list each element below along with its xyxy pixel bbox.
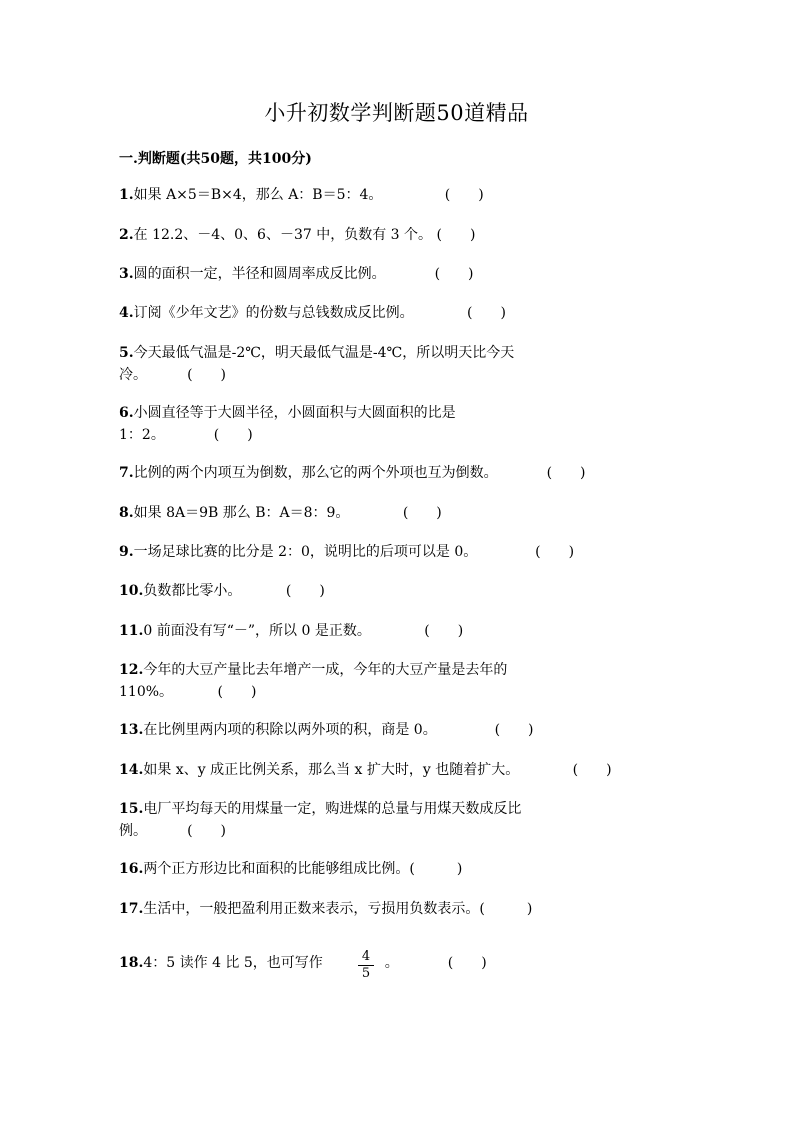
answer-blank[interactable]: ( )	[467, 305, 506, 321]
answer-blank[interactable]: ( )	[187, 823, 226, 839]
question-8: 8.如果 8A＝9B 那么 B：A＝8：9。 ( )	[119, 502, 442, 524]
section-heading: 一.判断题(共50题，共100分)	[119, 151, 312, 167]
question-11: 11.0 前面没有写“－”，所以 0 是正数。 ( )	[119, 620, 463, 642]
answer-blank[interactable]: ( )	[187, 367, 226, 383]
question-14: 14.如果 x、y 成正比例关系，那么当 x 扩大时，y 也随着扩大。 ( )	[119, 759, 612, 781]
question-2: 2.在 12.2、－4、0、6、－37 中，负数有 3 个。 ( )	[119, 224, 475, 246]
answer-blank[interactable]: ( )	[546, 465, 586, 481]
question-6: 6.小圆直径等于大圆半径，小圆面积与大圆面积的比是 1：2。 ( )	[119, 402, 456, 446]
question-7: 7.比例的两个内项互为倒数，那么它的两个外项也互为倒数。 ( )	[119, 462, 586, 484]
question-15: 15.电厂平均每天的用煤量一定，购进煤的总量与用煤天数成反比 例。 ( )	[119, 798, 521, 842]
answer-blank[interactable]: ( )	[285, 583, 325, 599]
question-1: 1.如果 A×5＝B×4，那么 A：B＝5：4。 ( )	[119, 184, 484, 206]
question-18: 18.4：5 读作 4 比 5，也可写作 。 ( )	[119, 952, 487, 974]
answer-blank[interactable]: ( )	[572, 762, 612, 778]
fraction-numerator: 4	[361, 949, 371, 964]
question-3: 3.圆的面积一定，半径和圆周率成反比例。 ( )	[119, 263, 474, 285]
question-16: 16.两个正方形边比和面积的比能够组成比例。( )	[119, 858, 462, 880]
page-title: 小升初数学判断题50道精品	[264, 101, 529, 125]
answer-blank[interactable]: ( )	[434, 266, 474, 282]
fraction-four-fifths	[358, 950, 374, 981]
question-5: 5.今天最低气温是-2℃，明天最低气温是-4℃，所以明天比今天 冷。 ( )	[119, 342, 514, 386]
answer-blank[interactable]: ( )	[424, 623, 464, 639]
question-4: 4.订阅《少年文艺》的份数与总钱数成反比例。 ( )	[119, 302, 506, 324]
answer-blank[interactable]: ( )	[217, 684, 257, 700]
answer-blank[interactable]: ( )	[479, 901, 533, 917]
answer-blank[interactable]: ( )	[436, 227, 476, 243]
answer-blank[interactable]: ( )	[494, 722, 534, 738]
question-10: 10.负数都比零小。 ( )	[119, 580, 325, 602]
answer-blank[interactable]: ( )	[409, 861, 463, 877]
answer-blank[interactable]: ( )	[444, 187, 484, 203]
question-17: 17.生活中，一般把盈利用正数来表示，亏损用负数表示。( )	[119, 898, 532, 920]
question-9: 9.一场足球比赛的比分是 2：0，说明比的后项可以是 0。 ( )	[119, 541, 574, 563]
question-12: 12.今年的大豆产量比去年增产一成，今年的大豆产量是去年的 110%。 ( )	[119, 659, 507, 703]
answer-blank[interactable]: ( )	[535, 544, 575, 560]
answer-blank[interactable]: ( )	[447, 955, 487, 971]
answer-blank[interactable]: ( )	[213, 427, 253, 443]
question-13: 13.在比例里两内项的积除以两外项的积，商是 0。 ( )	[119, 719, 534, 741]
fraction-denominator: 5	[361, 966, 371, 981]
answer-blank[interactable]: ( )	[402, 505, 442, 521]
